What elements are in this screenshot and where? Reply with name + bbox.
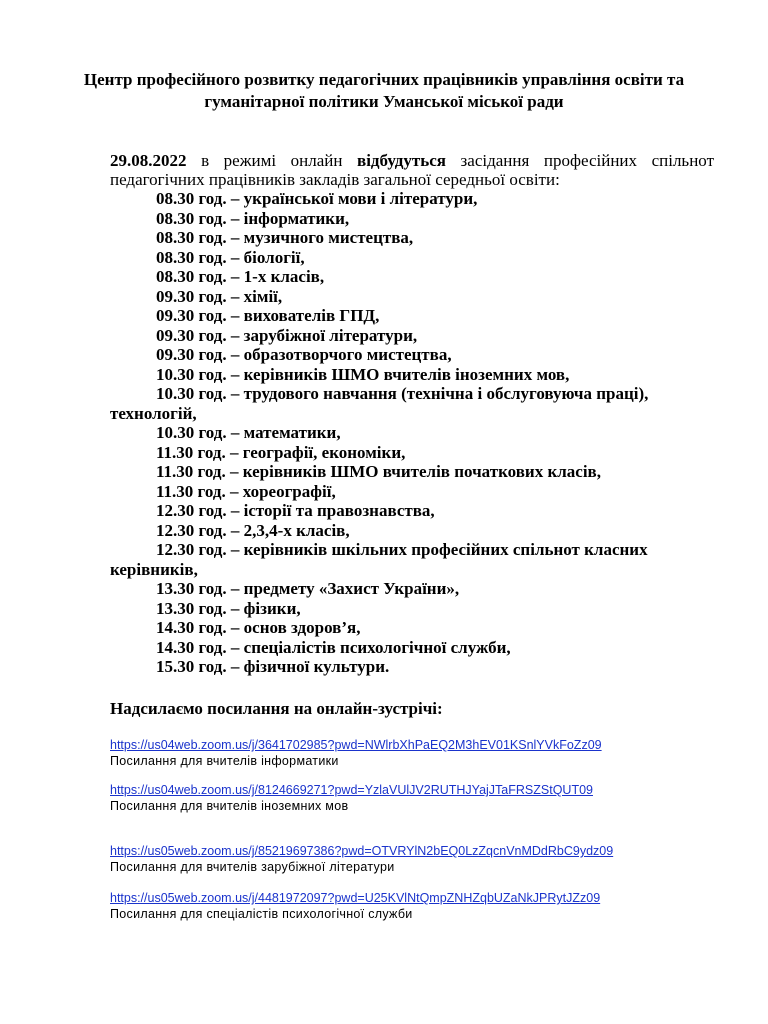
- schedule-item: 10.30 год. – трудового навчання (технічна і обслуговуюча праці), технологій,: [110, 384, 649, 423]
- schedule-item: 13.30 год. – предмету «Захист України»,: [156, 579, 460, 598]
- schedule-item: 09.30 год. – вихователів ГПД,: [156, 306, 380, 325]
- schedule-item: 11.30 год. – географії, економіки,: [156, 442, 406, 462]
- schedule-item: 12.30 год. – керівників шкільних професійних спільнот класних керівників,: [110, 540, 648, 579]
- zoom-link-informatics[interactable]: https://us04web.zoom.us/j/3641702985?pwd=NWlrbXhPaEQ2M3hEV01KSnlYVkFoZz09: [110, 738, 602, 752]
- links-heading: Надсилаємо посилання на онлайн-зустрічі:: [110, 699, 443, 718]
- schedule-item: 08.30 год. – української мови і літератури,: [156, 189, 478, 208]
- schedule-item: 10.30 год. – математики,: [156, 423, 341, 442]
- schedule-item: 09.30 год. – хімії,: [156, 286, 283, 306]
- link-caption: Посилання для вчителів інформатики: [110, 754, 339, 768]
- document-title-line-1: Центр професійного розвитку педагогічних працівників управління освіти та: [83, 70, 685, 89]
- schedule-item: 15.30 год. – фізичної культури.: [156, 657, 390, 676]
- schedule-item: 11.30 год. – хореографії,: [156, 481, 336, 501]
- intro-keyword: відбудуться: [357, 151, 446, 170]
- schedule-item: 13.30 год. – фізики,: [156, 598, 301, 618]
- zoom-link-foreign-languages[interactable]: https://us04web.zoom.us/j/8124669271?pwd=YzlaVUlJV2RUTHJYajJTaFRSZStQUT09: [110, 783, 593, 797]
- link-block-psychological-service: [110, 890, 730, 922]
- intro-text-part-1: в режимі онлайн: [186, 151, 358, 170]
- schedule-item: 14.30 год. – спеціалістів психологічної служби,: [156, 637, 511, 657]
- schedule-item: 10.30 год. – керівників ШМО вчителів іноземних мов,: [156, 364, 570, 384]
- schedule-item: 08.30 год. – музичного мистецтва,: [156, 228, 414, 247]
- intro-paragraph: [110, 151, 714, 189]
- schedule-item: 08.30 год. – біології,: [156, 247, 305, 267]
- link-caption: Посилання для вчителів іноземних мов: [110, 799, 349, 813]
- link-block-informatics: [110, 737, 730, 769]
- link-block-foreign-languages: [110, 782, 730, 814]
- zoom-link-foreign-literature[interactable]: https://us05web.zoom.us/j/85219697386?pwd=OTVRYlN2bEQ0LzZqcnVnMDdRbC9ydz09: [110, 844, 614, 858]
- schedule-list: [110, 189, 670, 677]
- schedule-item: 08.30 год. – 1-х класів,: [156, 267, 325, 286]
- schedule-item: 11.30 год. – керівників ШМО вчителів початкових класів,: [156, 462, 601, 481]
- schedule-item: 09.30 год. – зарубіжної літератури,: [156, 325, 418, 345]
- schedule-item: 14.30 год. – основ здоров’я,: [156, 618, 361, 637]
- zoom-link-psychological-service[interactable]: https://us05web.zoom.us/j/4481972097?pwd=U25KVlNtQmpZNHZqbUZaNkJPRytJZz09: [110, 891, 601, 905]
- meeting-date: 29.08.2022: [110, 151, 187, 170]
- link-block-foreign-literature: [110, 843, 730, 875]
- schedule-item: 08.30 год. – інформатики,: [156, 208, 350, 228]
- schedule-item: 12.30 год. – історії та правознавства,: [156, 501, 435, 520]
- intro-text-part-2: засідання професійних спільнот педагогічних працівників закладів загальної середньої освіти:: [110, 151, 714, 189]
- link-caption: Посилання для спеціалістів психологічної служби: [110, 907, 413, 921]
- link-caption: Посилання для вчителів зарубіжної літератури: [110, 860, 395, 874]
- schedule-item: 09.30 год. – образотворчого мистецтва,: [156, 345, 452, 364]
- document-title-line-2: гуманітарної політики Уманської міської ради: [204, 92, 564, 111]
- schedule-item: 12.30 год. – 2,3,4-х класів,: [156, 520, 350, 540]
